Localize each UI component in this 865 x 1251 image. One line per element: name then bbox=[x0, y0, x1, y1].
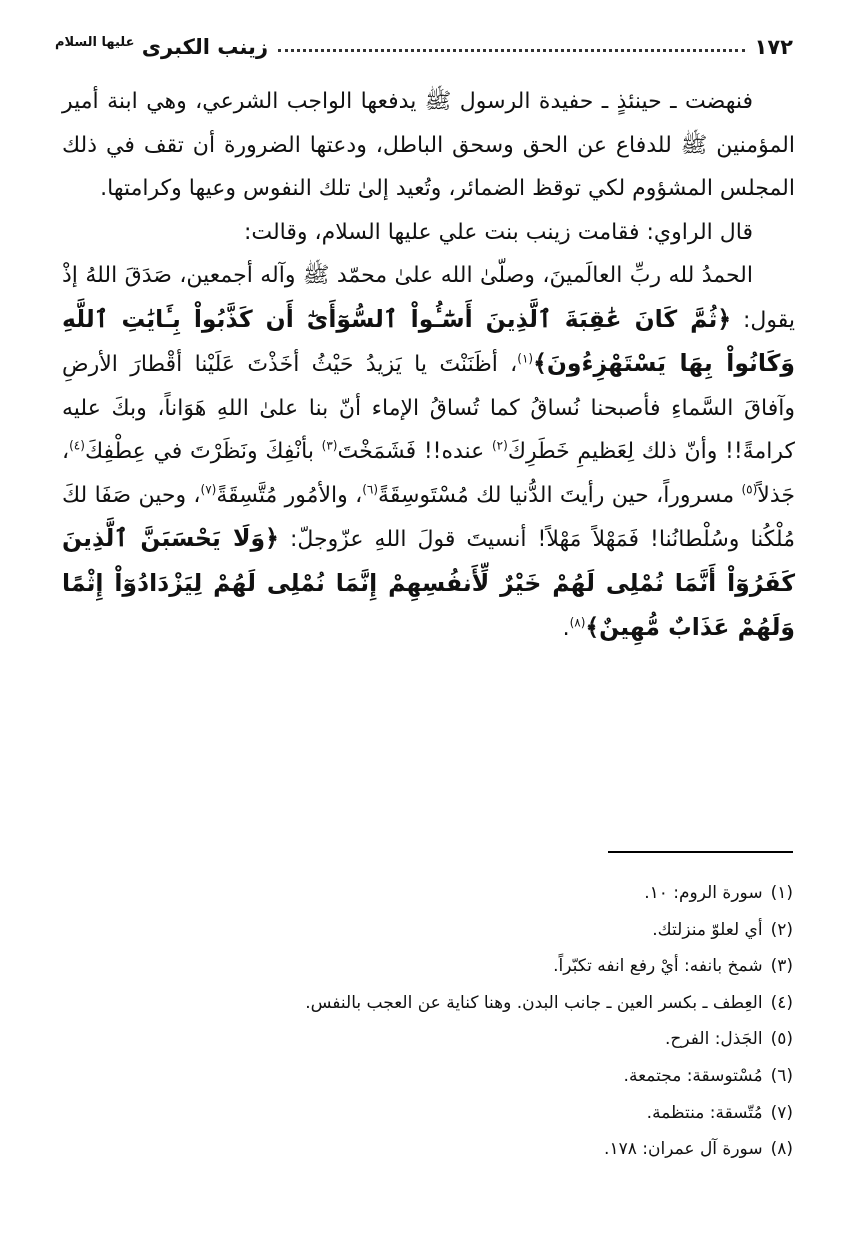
paragraph-text: ، أظَنَنْتَ يا يَزيدُ حَيْثُ أخَذْتَ عَلَيْنا أقْطارَ الأرضِ وآفاقَ السَّماءِ فأصبحنا نُساقُ كما تُساقُ الإماء أنّ بنا علىٰ اللهِ هَوَاناً، وبكَ عليه كرامةً!! وأنّ ذلك لِعَظيمِ خَطَرِكَ bbox=[62, 352, 795, 464]
footnote bbox=[62, 1058, 793, 1095]
footnote-text: سورة آل عمران: ١٧٨. bbox=[604, 1139, 763, 1160]
footnote-text: أي لعلوّ منزلتك. bbox=[652, 919, 763, 940]
footnote bbox=[62, 875, 793, 912]
footnote-number: (٥) bbox=[770, 1029, 793, 1050]
header-dot-leader bbox=[278, 49, 745, 52]
footnote-number: (٢) bbox=[770, 919, 793, 940]
footnotes-list bbox=[62, 875, 793, 1168]
footnote-ref: (١) bbox=[517, 351, 534, 366]
footnote bbox=[62, 1131, 793, 1168]
page-header bbox=[55, 30, 793, 64]
footnote-ref: (٧) bbox=[200, 482, 217, 497]
footnote-ref: (٥) bbox=[741, 482, 758, 497]
paragraph-text: ، وحين صَفَا لكَ مُلْكُنا وسُلْطانُنا! فَمَهْلاً مَهْلاً! أنسيتَ قولَ اللهِ عزّوجلّ: bbox=[62, 482, 795, 552]
footnote bbox=[62, 1021, 793, 1058]
footnote bbox=[62, 1095, 793, 1132]
quran-verse: ﴿وَلَا يَحْسَبَنَّ ٱلَّذِينَ كَفَرُوٓاْ أَنَّمَا نُمْلِى لَهُمْ خَيْرٌ لِّأَنفُسِهِمْ إِنَّمَا نُمْلِى لَهُمْ لِيَزْدَادُوٓاْ إِثْمًا وَلَهُمْ عَذَابٌ مُّهِينٌ﴾ bbox=[62, 524, 795, 641]
footnote-ref: (٦) bbox=[362, 482, 379, 497]
paragraph-text: قال الراوي: فقامت زينب بنت علي عليها السلام، وقالت: bbox=[243, 219, 753, 245]
footnote-text: شمخ بانفه: أيْ رفع انفه تكبّراً. bbox=[553, 956, 763, 977]
paragraph-text: الحمدُ لله ربِّ العالَمينَ، وصلّىٰ الله علىٰ محمّد ﷺ وآله أجمعين، صَدَقَ اللهُ إذْ يقول: bbox=[62, 263, 795, 333]
footnote-ref: (٤) bbox=[69, 438, 85, 453]
body-text bbox=[62, 80, 795, 651]
paragraph bbox=[62, 80, 795, 211]
footnote-ref: (٢) bbox=[491, 438, 508, 453]
honorific-glyph: عليها السلام bbox=[55, 35, 135, 50]
paragraph-text: . bbox=[562, 616, 570, 641]
footnote-number: (٤) bbox=[770, 992, 793, 1013]
running-title-text: زينب الكبرى bbox=[141, 35, 269, 59]
page-number: ١٧٢ bbox=[754, 35, 793, 59]
footnote bbox=[62, 985, 793, 1022]
footnote-number: (٣) bbox=[770, 956, 793, 977]
footnote-number: (٨) bbox=[770, 1139, 793, 1160]
footnote-number: (١) bbox=[770, 883, 793, 903]
footnote-text: مُسْتوسقة: مجتمعة. bbox=[623, 1065, 763, 1086]
running-title bbox=[55, 35, 268, 59]
footnote-text: سورة الروم: ١٠. bbox=[644, 883, 763, 903]
paragraph bbox=[62, 254, 795, 651]
footnote-ref: (٣) bbox=[321, 438, 338, 453]
footnote-number: (٦) bbox=[770, 1065, 793, 1086]
footnote bbox=[62, 912, 793, 949]
footnote-text: العِطف ـ بكسر العين ـ جانب البدن. وهنا كناية عن العجب بالنفس. bbox=[305, 992, 763, 1013]
footnote-ref: (٨) bbox=[569, 615, 586, 630]
footnote-number: (٧) bbox=[770, 1102, 793, 1123]
paragraph-text: ، والأمُور مُتَّسِقَةً bbox=[216, 482, 363, 508]
footnote-text: مُتّسقة: منتظمة. bbox=[646, 1102, 763, 1123]
paragraph-text: فنهضت ـ حينئذٍ ـ حفيدة الرسول ﷺ يدفعها الواجب الشرعي، وهي ابنة أمير المؤمنين ﷺ للدفاع عن الحق وسحق الباطل، ودعتها الضرورة أن تقف في ذلك المجلس المشؤوم لكي توقظ الضمائر، وتُعيد إلىٰ تلك النفوس وعيها وكرامتها. bbox=[62, 89, 795, 201]
paragraph-text: بأنْفِكَ ونَظَرْتَ في عِطْفِكَ bbox=[84, 439, 322, 464]
paragraph-text: ، جَذلاً bbox=[62, 439, 795, 508]
quran-verse: ﴿ثُمَّ كَانَ عَٰقِبَةَ ٱلَّذِينَ أَسَٰٓـُٔواْ ٱلسُّوٓأَىٰٓ أَن كَذَّبُواْ بِـَٔايَٰتِ ٱللَّهِ وَكَانُواْ بِهَا يَسْتَهْزِءُونَ﴾ bbox=[62, 304, 795, 377]
footnote-text: الجَذل: الفرح. bbox=[665, 1029, 763, 1050]
footnote bbox=[62, 948, 793, 985]
paragraph bbox=[62, 211, 795, 255]
paragraph-text: مسروراً، حين رأيتَ الدُّنيا لك مُسْتَوسِقَةً bbox=[378, 482, 742, 508]
paragraph-text: عنده!! فَشَمَخْتَ bbox=[337, 439, 492, 464]
footnote-separator bbox=[608, 851, 793, 853]
